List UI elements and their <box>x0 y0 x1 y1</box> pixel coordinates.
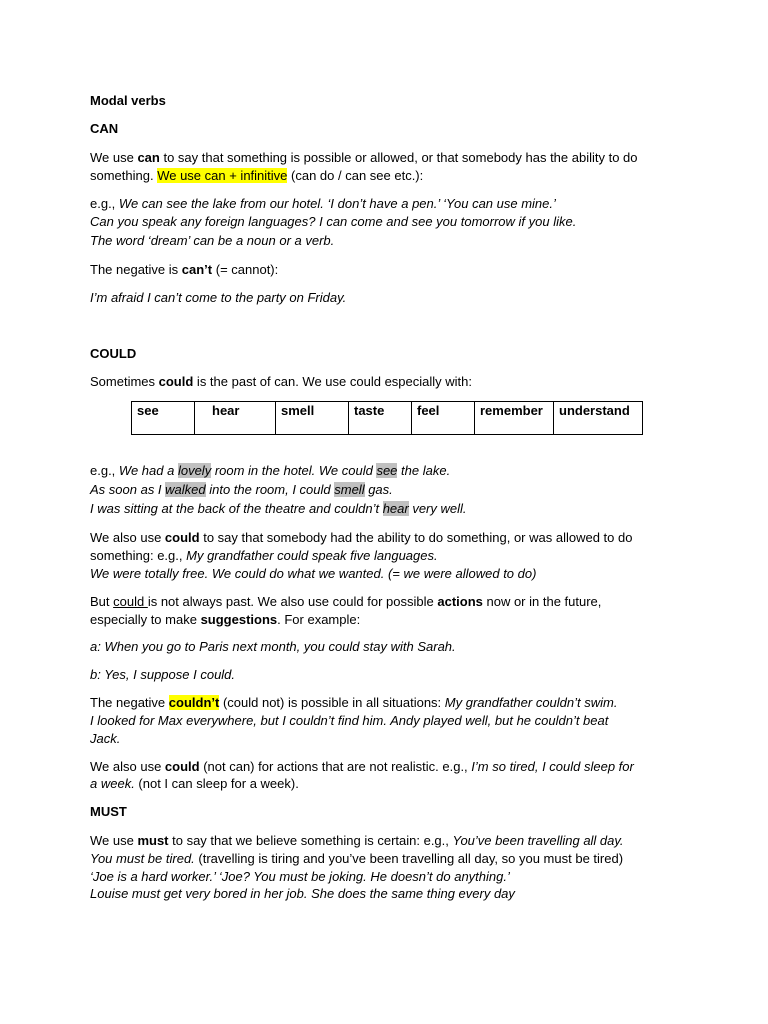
could-negative-line-3: Jack. <box>90 731 121 746</box>
table-cell: hear <box>195 402 276 435</box>
could-suggestion-line-1: But could is not always past. We also use could for possible actions now or in the future, <box>90 594 602 609</box>
can-negative: The negative is can’t (= cannot): <box>90 262 279 277</box>
could-unreal-line-2: a week. (not I can sleep for a week). <box>90 776 299 791</box>
table-cell: remember <box>475 402 554 435</box>
can-paragraph-line-2: something. We use can + infinitive (can do / can see etc.): <box>90 168 424 183</box>
table-cell: feel <box>412 402 475 435</box>
table-cell: understand <box>554 402 643 435</box>
could-example-line-2: As soon as I walked into the room, I could smell gas. <box>90 482 393 497</box>
could-intro: Sometimes could is the past of can. We use could especially with: <box>90 374 472 389</box>
must-line-3: ‘Joe is a hard worker.’ ‘Joe? You must be joking. He doesn’t do anything.’ <box>90 869 510 884</box>
page-title: Modal verbs <box>90 93 166 108</box>
could-example-line-1: e.g., We had a lovely room in the hotel. We could see the lake. <box>90 463 451 478</box>
could-unreal-line-1: We also use could (not can) for actions that are not realistic. e.g., I’m so tired, I could sleep for <box>90 759 634 774</box>
could-ability-line-2: something: e.g., My grandfather could speak five languages. <box>90 548 438 563</box>
can-example-line-2: Can you speak any foreign languages? I can come and see you tomorrow if you like. <box>90 214 577 229</box>
table-cell: smell <box>276 402 349 435</box>
table-cell: see <box>132 402 195 435</box>
must-line-4: Louise must get very bored in her job. She does the same thing every day <box>90 886 515 901</box>
heading-must: MUST <box>90 804 127 819</box>
could-example-line-3: I was sitting at the back of the theatre and couldn’t hear very well. <box>90 501 467 516</box>
table-cell: taste <box>349 402 412 435</box>
could-ability-line-3: We were totally free. We could do what we wanted. (= we were allowed to do) <box>90 566 537 581</box>
must-line-1: We use must to say that we believe something is certain: e.g., You’ve been travelling all day. <box>90 833 624 848</box>
highlight-rule: We use can + infinitive <box>157 168 288 183</box>
heading-could: COULD <box>90 346 137 361</box>
can-example-line-1: e.g., We can see the lake from our hotel. ‘I don’t have a pen.’ ‘You can use mine.’ <box>90 196 556 211</box>
can-paragraph-line-1: We use can to say that something is possible or allowed, or that somebody has the ability to do <box>90 150 638 165</box>
heading-can: CAN <box>90 121 119 136</box>
could-negative-line-2: I looked for Max everywhere, but I couldn’t find him. Andy played well, but he couldn’t beat <box>90 713 609 728</box>
can-example-line-3: The word ‘dream’ can be a noun or a verb. <box>90 233 335 248</box>
could-negative-line-1: The negative couldn’t (could not) is possible in all situations: My grandfather couldn’t swim. <box>90 695 618 710</box>
dialogue-b: b: Yes, I suppose I could. <box>90 667 236 682</box>
verbs-table <box>131 401 643 435</box>
table-row <box>132 402 643 435</box>
could-ability-line-1: We also use could to say that somebody had the ability to do something, or was allowed to do <box>90 530 633 545</box>
dialogue-a: a: When you go to Paris next month, you could stay with Sarah. <box>90 639 456 654</box>
could-suggestion-line-2: especially to make suggestions. For example: <box>90 612 361 627</box>
must-line-2: You must be tired. (travelling is tiring and you’ve been travelling all day, so you must be tired) <box>90 851 624 866</box>
can-negative-example: I’m afraid I can’t come to the party on Friday. <box>90 290 347 305</box>
